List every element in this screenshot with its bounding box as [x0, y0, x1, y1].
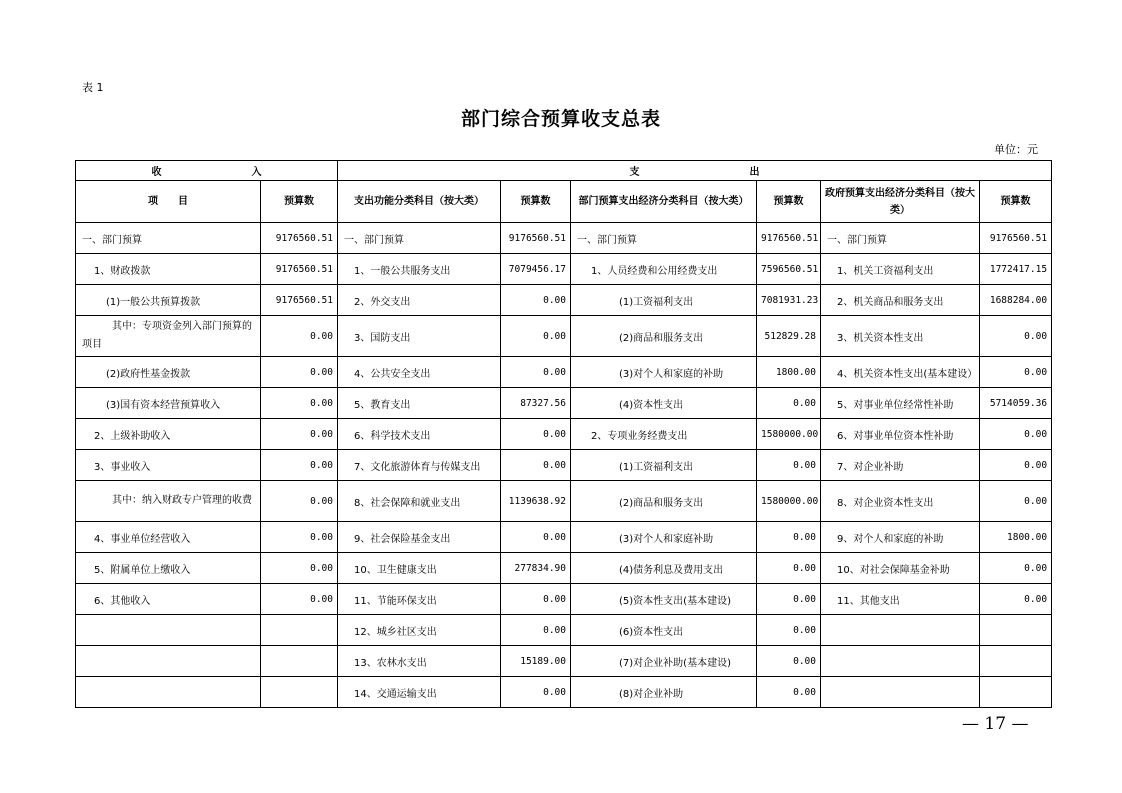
amount-cell: 0.00 — [757, 615, 821, 646]
item-cell: 2、机关商品和服务支出 — [821, 285, 980, 316]
amount-cell: 0.00 — [261, 316, 338, 357]
item-cell: 7、对企业补助 — [821, 450, 980, 481]
unit-label: 单位：元 — [994, 143, 1038, 156]
item-cell: (4)债务利息及费用支出 — [571, 553, 757, 584]
item-cell: 6、对事业单位资本性补助 — [821, 419, 980, 450]
amount-cell: 0.00 — [501, 419, 571, 450]
item-cell — [821, 615, 980, 646]
column-header: 政府预算支出经济分类科目（按大类） — [821, 181, 980, 223]
amount-cell — [261, 677, 338, 708]
table-row — [76, 677, 1052, 708]
table-row — [76, 223, 1052, 254]
amount-cell: 0.00 — [980, 450, 1052, 481]
amount-cell: 0.00 — [501, 677, 571, 708]
item-cell: 1、一般公共服务支出 — [338, 254, 501, 285]
table-row — [76, 646, 1052, 677]
item-cell: 8、社会保障和就业支出 — [338, 481, 501, 522]
item-cell: 4、事业单位经营收入 — [76, 522, 261, 553]
table-row — [76, 254, 1052, 285]
amount-cell: 1772417.15 — [980, 254, 1052, 285]
amount-cell: 0.00 — [757, 646, 821, 677]
amount-cell: 87327.56 — [501, 388, 571, 419]
amount-cell: 0.00 — [501, 450, 571, 481]
item-cell: (4)资本性支出 — [571, 388, 757, 419]
amount-cell: 9176560.51 — [757, 223, 821, 254]
amount-cell: 0.00 — [501, 357, 571, 388]
column-header: 部门预算支出经济分类科目（按大类） — [571, 181, 757, 223]
item-cell: (6)资本性支出 — [571, 615, 757, 646]
column-header: 预算数 — [757, 181, 821, 223]
item-cell: (5)资本性支出(基本建设) — [571, 584, 757, 615]
item-cell: 一、部门预算 — [821, 223, 980, 254]
item-cell: (2)商品和服务支出 — [571, 316, 757, 357]
amount-cell: 1688284.00 — [980, 285, 1052, 316]
amount-cell: 0.00 — [261, 450, 338, 481]
item-cell: 7、文化旅游体育与传媒支出 — [338, 450, 501, 481]
item-cell: 5、附属单位上缴收入 — [76, 553, 261, 584]
item-cell: 4、机关资本性支出(基本建设） — [821, 357, 980, 388]
amount-cell: 0.00 — [501, 316, 571, 357]
amount-cell — [261, 615, 338, 646]
amount-cell: 9176560.51 — [261, 254, 338, 285]
column-header: 项 目 — [76, 181, 261, 223]
amount-cell: 0.00 — [757, 584, 821, 615]
income-section-header: 收 入 — [76, 161, 338, 181]
item-cell: (3)国有资本经营预算收入 — [76, 388, 261, 419]
amount-cell: 0.00 — [261, 419, 338, 450]
item-cell: (2)商品和服务支出 — [571, 481, 757, 522]
amount-cell: 0.00 — [980, 357, 1052, 388]
amount-cell: 7596560.51 — [757, 254, 821, 285]
amount-cell: 0.00 — [261, 584, 338, 615]
item-cell: 6、其他收入 — [76, 584, 261, 615]
item-cell: 5、教育支出 — [338, 388, 501, 419]
item-cell: (3)对个人和家庭的补助 — [571, 357, 757, 388]
item-cell: 1、财政拨款 — [76, 254, 261, 285]
item-cell — [821, 677, 980, 708]
page-title: 部门综合预算收支总表 — [460, 108, 661, 130]
amount-cell: 7079456.17 — [501, 254, 571, 285]
item-cell: (7)对企业补助(基本建设) — [571, 646, 757, 677]
amount-cell: 0.00 — [757, 450, 821, 481]
item-cell: 6、科学技术支出 — [338, 419, 501, 450]
amount-cell: 0.00 — [980, 316, 1052, 357]
table-row — [76, 450, 1052, 481]
item-cell: 其中：专项资金列入部门预算的项目 — [76, 316, 261, 357]
item-cell: 4、公共安全支出 — [338, 357, 501, 388]
item-cell — [76, 646, 261, 677]
item-cell: 3、国防支出 — [338, 316, 501, 357]
amount-cell: 0.00 — [501, 285, 571, 316]
item-cell — [821, 646, 980, 677]
amount-cell: 0.00 — [501, 584, 571, 615]
amount-cell: 15189.00 — [501, 646, 571, 677]
amount-cell: 9176560.51 — [501, 223, 571, 254]
item-cell: 9、对个人和家庭的补助 — [821, 522, 980, 553]
item-cell: (8)对企业补助 — [571, 677, 757, 708]
item-cell: 1、机关工资福利支出 — [821, 254, 980, 285]
item-cell: (1)工资福利支出 — [571, 285, 757, 316]
table-row — [76, 419, 1052, 450]
amount-cell: 0.00 — [261, 553, 338, 584]
amount-cell — [980, 646, 1052, 677]
amount-cell: 0.00 — [501, 615, 571, 646]
table-row — [76, 388, 1052, 419]
column-header: 预算数 — [980, 181, 1052, 223]
amount-cell: 1139638.92 — [501, 481, 571, 522]
amount-cell: 0.00 — [261, 388, 338, 419]
amount-cell: 0.00 — [980, 481, 1052, 522]
amount-cell: 0.00 — [261, 522, 338, 553]
amount-cell: 9176560.51 — [261, 285, 338, 316]
amount-cell: 9176560.51 — [261, 223, 338, 254]
amount-cell: 1800.00 — [757, 357, 821, 388]
item-cell: (2)政府性基金拨款 — [76, 357, 261, 388]
section-header-row — [76, 161, 1052, 181]
item-cell: 14、交通运输支出 — [338, 677, 501, 708]
item-cell: (1)工资福利支出 — [571, 450, 757, 481]
item-cell: 3、机关资本性支出 — [821, 316, 980, 357]
item-cell: (1)一般公共预算拨款 — [76, 285, 261, 316]
item-cell: 10、对社会保障基金补助 — [821, 553, 980, 584]
table-row — [76, 481, 1052, 522]
amount-cell: 1580000.00 — [757, 481, 821, 522]
column-header-row — [76, 181, 1052, 223]
item-cell: 10、卫生健康支出 — [338, 553, 501, 584]
item-cell: 2、外交支出 — [338, 285, 501, 316]
item-cell: 3、事业收入 — [76, 450, 261, 481]
amount-cell — [980, 677, 1052, 708]
table-row — [76, 584, 1052, 615]
table-row — [76, 285, 1052, 316]
item-cell: 其中：纳入财政专户管理的收费 — [76, 481, 261, 522]
amount-cell: 0.00 — [757, 677, 821, 708]
item-cell: 5、对事业单位经常性补助 — [821, 388, 980, 419]
amount-cell: 1800.00 — [980, 522, 1052, 553]
item-cell — [76, 615, 261, 646]
table-label: 表 1 — [82, 81, 104, 94]
table-row — [76, 522, 1052, 553]
amount-cell: 0.00 — [980, 419, 1052, 450]
amount-cell: 512829.28 — [757, 316, 821, 357]
item-cell: 12、城乡社区支出 — [338, 615, 501, 646]
table-row — [76, 553, 1052, 584]
amount-cell: 0.00 — [501, 522, 571, 553]
item-cell: 11、节能环保支出 — [338, 584, 501, 615]
amount-cell: 7081931.23 — [757, 285, 821, 316]
page-number: — 17 — — [962, 714, 1029, 734]
item-cell: 13、农林水支出 — [338, 646, 501, 677]
budget-table — [75, 160, 1052, 708]
amount-cell: 0.00 — [980, 553, 1052, 584]
column-header: 支出功能分类科目（按大类） — [338, 181, 501, 223]
amount-cell: 0.00 — [757, 522, 821, 553]
amount-cell — [980, 615, 1052, 646]
item-cell: 一、部门预算 — [76, 223, 261, 254]
amount-cell: 9176560.51 — [980, 223, 1052, 254]
item-cell: 1、人员经费和公用经费支出 — [571, 254, 757, 285]
amount-cell: 277834.90 — [501, 553, 571, 584]
amount-cell: 0.00 — [980, 584, 1052, 615]
amount-cell: 5714059.36 — [980, 388, 1052, 419]
item-cell: 8、对企业资本性支出 — [821, 481, 980, 522]
item-cell: 一、部门预算 — [338, 223, 501, 254]
amount-cell: 0.00 — [757, 388, 821, 419]
item-cell: 2、专项业务经费支出 — [571, 419, 757, 450]
table-row — [76, 615, 1052, 646]
item-cell: (3)对个人和家庭补助 — [571, 522, 757, 553]
item-cell: 11、其他支出 — [821, 584, 980, 615]
item-cell: 9、社会保险基金支出 — [338, 522, 501, 553]
column-header: 预算数 — [261, 181, 338, 223]
table-row — [76, 316, 1052, 357]
amount-cell: 0.00 — [757, 553, 821, 584]
column-header: 预算数 — [501, 181, 571, 223]
expense-section-header: 支 出 — [338, 161, 1052, 181]
amount-cell — [261, 646, 338, 677]
table-row — [76, 357, 1052, 388]
item-cell: 2、上级补助收入 — [76, 419, 261, 450]
amount-cell: 0.00 — [261, 481, 338, 522]
amount-cell: 1580000.00 — [757, 419, 821, 450]
item-cell — [76, 677, 261, 708]
amount-cell: 0.00 — [261, 357, 338, 388]
item-cell: 一、部门预算 — [571, 223, 757, 254]
